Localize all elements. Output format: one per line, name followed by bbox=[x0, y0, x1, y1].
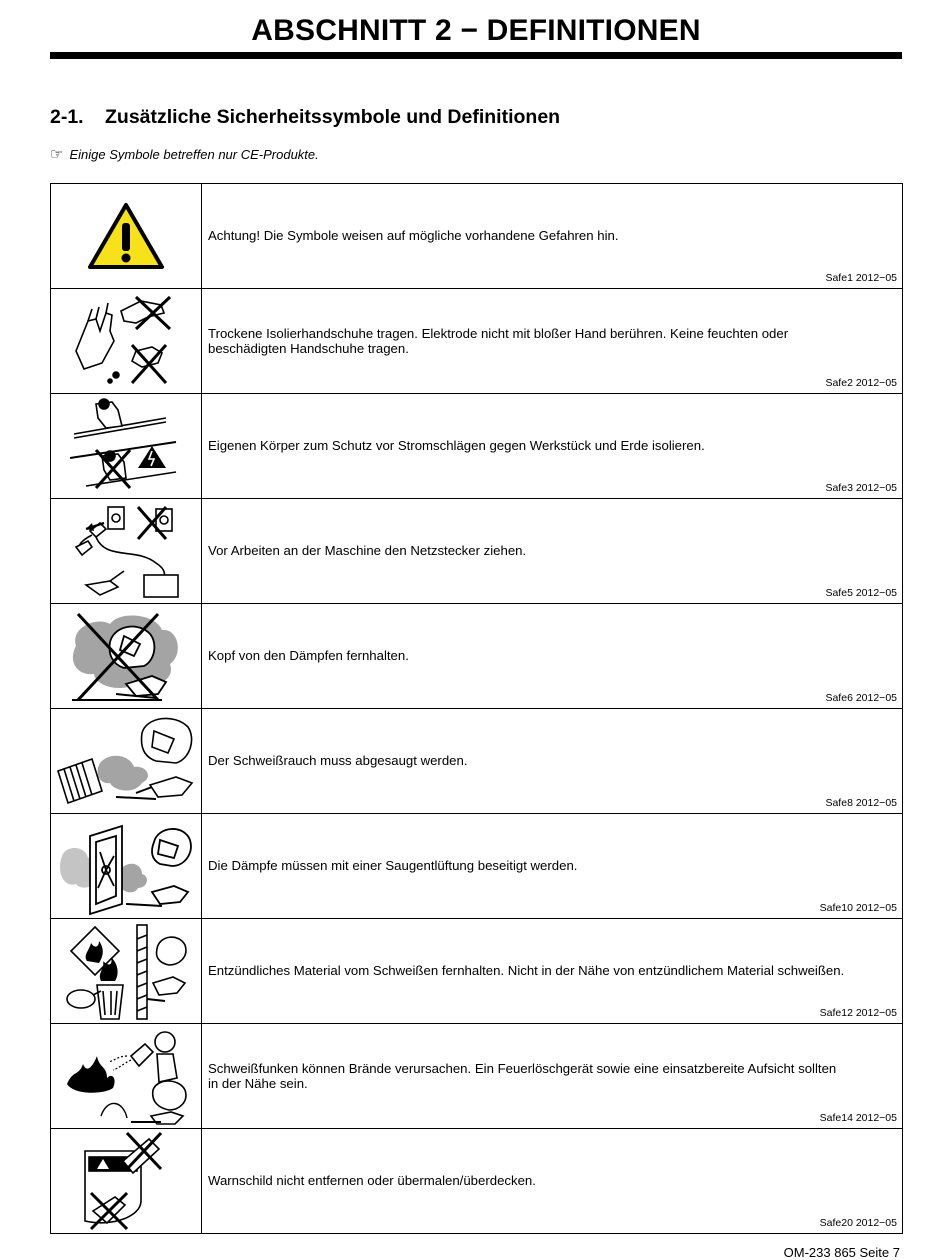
definitions-table bbox=[50, 183, 903, 1234]
warning-label-icon bbox=[71, 1131, 181, 1231]
warning-triangle-icon bbox=[86, 201, 166, 271]
table-row bbox=[51, 1129, 903, 1234]
text-cell bbox=[202, 394, 903, 499]
icon-cell bbox=[51, 184, 202, 289]
text-cell bbox=[202, 499, 903, 604]
definition-text: Schweißfunken können Brände verursachen. Ein Feuerlöschgerät sowie eine einsatzbereite Aufsicht sollten in der Nähe sein. bbox=[208, 1060, 837, 1091]
table-row bbox=[51, 184, 903, 289]
definition-text: Die Dämpfe müssen mit einer Saugentlüftung beseitigt werden. bbox=[208, 858, 578, 874]
body-insulation-icon bbox=[66, 396, 186, 496]
icon-cell bbox=[51, 919, 202, 1024]
text-cell bbox=[202, 1129, 903, 1234]
table-row bbox=[51, 1024, 903, 1129]
icon-cell bbox=[51, 1024, 202, 1129]
symbol-code: Safe6 2012−05 bbox=[825, 692, 897, 704]
table-row bbox=[51, 814, 903, 919]
definition-text: Achtung! Die Symbole weisen auf mögliche vorhandene Gefahren hin. bbox=[208, 228, 619, 244]
definition-text: Kopf von den Dämpfen fernhalten. bbox=[208, 648, 409, 664]
table-row bbox=[51, 604, 903, 709]
text-cell bbox=[202, 184, 903, 289]
definition-text: Trockene Isolierhandschuhe tragen. Elektrode nicht mit bloßer Hand berühren. Keine feuchten oder beschädigten Handschuhe tragen. bbox=[208, 325, 789, 356]
avoid-fumes-icon bbox=[66, 606, 186, 706]
definition-text: Eigenen Körper zum Schutz vor Stromschlägen gegen Werkstück und Erde isolieren. bbox=[208, 438, 705, 454]
symbol-code: Safe1 2012−05 bbox=[825, 272, 897, 284]
text-cell bbox=[202, 604, 903, 709]
symbol-code: Safe20 2012−05 bbox=[819, 1217, 897, 1229]
text-cell bbox=[202, 1024, 903, 1129]
icon-cell bbox=[51, 709, 202, 814]
fume-extraction-icon bbox=[56, 711, 196, 811]
symbol-code: Safe5 2012−05 bbox=[825, 587, 897, 599]
note-text: Einige Symbole betreffen nur CE-Produkte. bbox=[69, 146, 319, 162]
subsection-number: 2-1. bbox=[50, 106, 84, 128]
icon-cell bbox=[51, 604, 202, 709]
table-row bbox=[51, 394, 903, 499]
text-cell bbox=[202, 709, 903, 814]
table-row bbox=[51, 709, 903, 814]
section-title: ABSCHNITT 2 − DEFINITIONEN bbox=[251, 14, 701, 47]
table-row bbox=[51, 289, 903, 394]
subsection-heading bbox=[50, 106, 560, 129]
insulated-gloves-icon bbox=[66, 291, 186, 391]
table-row bbox=[51, 499, 903, 604]
icon-cell bbox=[51, 289, 202, 394]
symbol-code: Safe14 2012−05 bbox=[819, 1112, 897, 1124]
symbol-code: Safe12 2012−05 bbox=[819, 1007, 897, 1019]
fire-extinguisher-icon bbox=[61, 1026, 191, 1126]
subsection-title: Zusätzliche Sicherheitssymbole und Definitionen bbox=[105, 106, 561, 128]
icon-cell bbox=[51, 499, 202, 604]
icon-cell bbox=[51, 814, 202, 919]
icon-cell bbox=[51, 394, 202, 499]
title-rule bbox=[50, 52, 902, 59]
definition-text: Der Schweißrauch muss abgesaugt werden. bbox=[208, 753, 468, 769]
ventilation-fan-icon bbox=[56, 816, 196, 916]
flammable-material-icon bbox=[61, 921, 191, 1021]
symbol-code: Safe2 2012−05 bbox=[825, 377, 897, 389]
definition-text: Entzündliches Material vom Schweißen fernhalten. Nicht in der Nähe von entzündlichem Material schweißen. bbox=[208, 963, 845, 979]
table-row bbox=[51, 919, 903, 1024]
symbol-code: Safe10 2012−05 bbox=[819, 902, 897, 914]
text-cell bbox=[202, 919, 903, 1024]
note bbox=[50, 145, 319, 163]
symbol-code: Safe3 2012−05 bbox=[825, 482, 897, 494]
unplug-power-icon bbox=[66, 501, 186, 601]
definition-text: Vor Arbeiten an der Maschine den Netzstecker ziehen. bbox=[208, 543, 527, 559]
text-cell bbox=[202, 814, 903, 919]
pointing-hand-icon: ☞ bbox=[50, 146, 64, 163]
page-footer: OM-233 865 Seite 7 bbox=[783, 1245, 900, 1260]
definition-text: Warnschild nicht entfernen oder übermalen/überdecken. bbox=[208, 1173, 536, 1189]
icon-cell bbox=[51, 1129, 202, 1234]
text-cell bbox=[202, 289, 903, 394]
symbol-code: Safe8 2012−05 bbox=[825, 797, 897, 809]
